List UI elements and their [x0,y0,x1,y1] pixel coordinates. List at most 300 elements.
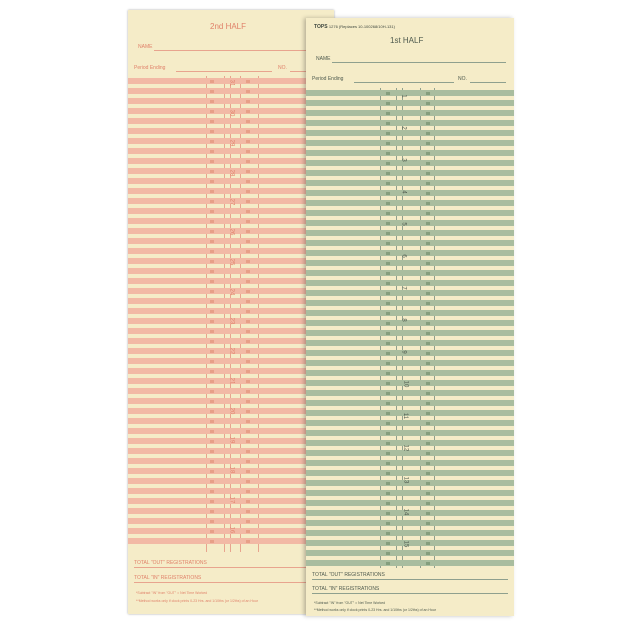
punch-mark [210,290,214,293]
time-row [306,340,514,346]
punch-mark [426,492,430,495]
punch-mark [386,382,390,385]
punch-mark [426,392,430,395]
punch-mark [210,190,214,193]
punch-mark [246,280,250,283]
punch-mark [386,412,390,415]
punch-mark [210,380,214,383]
punch-mark [210,510,214,513]
punch-mark [210,90,214,93]
punch-mark [246,480,250,483]
punch-mark [386,472,390,475]
time-row [128,238,334,244]
time-row [128,148,334,154]
punch-mark [246,270,250,273]
punch-mark [210,110,214,113]
brand-detail: 1276 (Replaces 10-100268/10H-131) [328,24,395,29]
punch-mark [426,332,430,335]
punch-mark [210,180,214,183]
punch-mark [246,180,250,183]
punch-mark [386,522,390,525]
day-number: 6 [400,254,407,258]
punch-mark [426,152,430,155]
punch-mark [426,362,430,365]
day-number: 12 [402,444,409,452]
punch-mark [386,432,390,435]
punch-mark [426,522,430,525]
punch-grid [128,76,334,552]
time-row [306,480,514,486]
punch-mark [426,532,430,535]
punch-mark [426,142,430,145]
day-number: 1 [400,94,407,98]
time-row [306,240,514,246]
punch-mark [386,272,390,275]
punch-mark [426,442,430,445]
punch-mark [426,472,430,475]
punch-mark [386,482,390,485]
time-row [306,380,514,386]
time-row [306,290,514,296]
punch-mark [386,362,390,365]
punch-mark [426,212,430,215]
punch-mark [210,270,214,273]
punch-mark [246,360,250,363]
punch-mark [386,252,390,255]
day-number: 25 [228,258,235,266]
punch-mark [386,132,390,135]
punch-mark [426,512,430,515]
time-row [306,190,514,196]
punch-mark [386,152,390,155]
day-number: 11 [402,412,409,419]
total-out-label: TOTAL "OUT" REGISTRATIONS [312,572,385,578]
punch-mark [386,502,390,505]
punch-mark [246,200,250,203]
total-out-line [134,567,330,568]
punch-mark [246,240,250,243]
time-row [128,308,334,314]
time-row [128,418,334,424]
time-row [128,268,334,274]
time-row [128,428,334,434]
time-row [128,448,334,454]
time-row [128,158,334,164]
time-row [128,478,334,484]
punch-mark [386,192,390,195]
time-row [128,518,334,524]
punch-mark [386,142,390,145]
punch-mark [210,530,214,533]
day-number: 23 [228,318,235,325]
punch-mark [210,150,214,153]
time-row [306,470,514,476]
punch-mark [426,162,430,165]
punch-mark [210,420,214,423]
punch-grid [306,88,514,568]
time-row [306,540,514,546]
punch-mark [386,232,390,235]
punch-mark [210,350,214,353]
punch-mark [210,440,214,443]
day-number: 2 [400,126,407,130]
day-number: 26 [228,228,235,236]
punch-mark [426,232,430,235]
time-row [128,298,334,304]
punch-mark [246,130,250,133]
time-row [306,180,514,186]
punch-mark [246,80,250,83]
punch-mark [426,282,430,285]
method-note: **Method works only if clock prints 0-23 Hrs. and 1/10ths (or 1/2ths) of an Hour [136,599,258,603]
total-out-line [312,579,508,580]
time-row [306,410,514,416]
punch-mark [210,410,214,413]
day-number: 7 [400,286,407,290]
punch-mark [246,350,250,353]
day-number: 17 [228,496,235,504]
day-number: 22 [228,347,235,355]
time-row [306,430,514,436]
punch-mark [386,342,390,345]
punch-mark [426,92,430,95]
punch-mark [210,370,214,373]
time-row [128,368,334,374]
punch-mark [426,112,430,115]
time-row [306,200,514,206]
punch-mark [210,260,214,263]
punch-mark [426,462,430,465]
time-row [128,398,334,404]
punch-mark [426,502,430,505]
punch-mark [210,80,214,83]
punch-mark [210,130,214,133]
punch-mark [210,240,214,243]
punch-mark [426,312,430,315]
day-number: 4 [400,190,407,194]
time-row [128,358,334,364]
punch-mark [210,200,214,203]
time-row [306,350,514,356]
punch-mark [210,450,214,453]
punch-mark [210,210,214,213]
punch-mark [246,490,250,493]
time-row [306,220,514,226]
time-row [306,560,514,566]
punch-mark [386,162,390,165]
punch-mark [210,310,214,313]
punch-mark [426,102,430,105]
punch-mark [210,430,214,433]
punch-mark [386,452,390,455]
time-row [306,210,514,216]
total-in-label: TOTAL "IN" REGISTRATIONS [134,575,202,581]
total-in-line [312,593,508,594]
punch-mark [246,150,250,153]
time-row [128,98,334,104]
day-number: 29 [228,139,235,147]
punch-mark [210,480,214,483]
day-number: 28 [228,169,235,177]
punch-mark [246,410,250,413]
time-row [128,128,334,134]
time-row [306,140,514,146]
punch-mark [246,260,250,263]
time-row [306,500,514,506]
punch-mark [246,120,250,123]
punch-mark [246,470,250,473]
punch-mark [426,132,430,135]
time-row [128,118,334,124]
punch-mark [246,380,250,383]
name-label: NAME [316,56,331,62]
punch-mark [246,210,250,213]
day-number: 27 [228,199,235,206]
punch-mark [386,462,390,465]
punch-mark [386,422,390,425]
punch-mark [246,310,250,313]
total-in-label: TOTAL "IN" REGISTRATIONS [312,586,380,592]
punch-mark [246,420,250,423]
punch-mark [426,242,430,245]
time-row [306,300,514,306]
time-row [306,110,514,116]
time-row [306,520,514,526]
punch-mark [386,292,390,295]
punch-mark [210,120,214,123]
punch-mark [426,562,430,565]
punch-mark [426,552,430,555]
time-row [306,280,514,286]
punch-mark [386,352,390,355]
punch-mark [246,300,250,303]
punch-mark [246,320,250,323]
time-row [128,388,334,394]
punch-mark [426,202,430,205]
punch-mark [246,500,250,503]
punch-mark [386,322,390,325]
punch-mark [210,300,214,303]
punch-mark [426,542,430,545]
time-row [306,160,514,166]
punch-mark [246,330,250,333]
punch-mark [386,112,390,115]
punch-mark [386,302,390,305]
day-number: 21 [228,377,235,385]
time-row [306,150,514,156]
time-row [306,360,514,366]
time-row [128,278,334,284]
time-card-1st-half [306,18,514,616]
day-number: 16 [228,526,235,534]
punch-mark [386,122,390,125]
day-number: 3 [400,158,407,162]
total-in-line [134,582,330,583]
punch-mark [426,302,430,305]
punch-mark [246,230,250,233]
punch-mark [210,360,214,363]
punch-mark [386,102,390,105]
punch-mark [386,512,390,515]
punch-mark [210,540,214,543]
time-row [306,550,514,556]
punch-mark [386,202,390,205]
time-row [306,490,514,496]
punch-mark [386,172,390,175]
punch-mark [246,250,250,253]
period-ending-label: Period Ending [134,65,166,71]
time-row [128,508,334,514]
punch-mark [246,430,250,433]
punch-mark [210,490,214,493]
punch-mark [386,282,390,285]
day-number: 13 [402,476,409,484]
name-line [332,62,506,63]
punch-mark [210,230,214,233]
day-number: 15 [402,540,409,548]
punch-mark [426,432,430,435]
name-label: NAME [138,44,153,50]
punch-mark [426,402,430,405]
time-row [306,320,514,326]
punch-mark [426,252,430,255]
punch-mark [246,530,250,533]
time-row [306,310,514,316]
punch-mark [246,220,250,223]
period-ending-line [354,82,454,83]
punch-mark [210,340,214,343]
day-number: 19 [228,437,235,444]
time-card-2nd-half [128,10,334,614]
punch-mark [426,222,430,225]
time-row [306,170,514,176]
punch-mark [246,400,250,403]
card-title: 2nd HALF [210,22,247,31]
time-row [128,208,334,214]
time-row [306,450,514,456]
period-ending-label: Period Ending [312,76,344,82]
number-line [470,82,506,83]
punch-mark [386,562,390,565]
punch-mark [386,182,390,185]
day-number: 8 [400,318,407,322]
time-row [128,328,334,334]
punch-mark [210,520,214,523]
time-row [306,400,514,406]
punch-mark [426,122,430,125]
time-row [306,260,514,266]
punch-mark [210,460,214,463]
time-row [306,330,514,336]
time-row [128,538,334,544]
punch-mark [386,312,390,315]
punch-mark [386,212,390,215]
day-number: 9 [400,350,407,354]
brand-name: TOPS [314,24,328,30]
punch-mark [426,422,430,425]
punch-mark [386,222,390,225]
time-row [306,530,514,536]
punch-mark [246,100,250,103]
day-number: 14 [402,508,409,516]
day-number: 24 [228,288,235,296]
punch-mark [210,220,214,223]
punch-mark [246,370,250,373]
punch-mark [386,402,390,405]
punch-mark [426,452,430,455]
punch-mark [246,540,250,543]
punch-mark [210,470,214,473]
time-row [306,270,514,276]
time-row [306,250,514,256]
day-number: 20 [228,407,235,415]
time-row [306,230,514,236]
punch-mark [386,552,390,555]
time-row [306,370,514,376]
time-row [306,130,514,136]
punch-mark [426,342,430,345]
punch-mark [210,170,214,173]
time-row [128,488,334,494]
punch-mark [386,242,390,245]
punch-mark [386,492,390,495]
day-number: 30 [228,109,235,117]
punch-mark [210,320,214,323]
punch-mark [210,100,214,103]
time-row [128,188,334,194]
day-number: 31 [228,80,235,87]
time-row [128,88,334,94]
time-row [306,440,514,446]
punch-mark [246,450,250,453]
punch-mark [386,542,390,545]
name-line [154,50,330,51]
punch-mark [386,332,390,335]
time-row [128,458,334,464]
time-row [306,510,514,516]
punch-mark [386,262,390,265]
punch-mark [246,340,250,343]
day-number: 18 [228,466,235,474]
total-out-label: TOTAL "OUT" REGISTRATIONS [134,560,207,566]
punch-mark [386,442,390,445]
punch-mark [210,160,214,163]
time-row [306,460,514,466]
punch-mark [246,140,250,143]
punch-mark [210,250,214,253]
punch-mark [426,272,430,275]
punch-mark [210,390,214,393]
punch-mark [246,520,250,523]
punch-mark [246,460,250,463]
punch-mark [246,170,250,173]
punch-mark [210,140,214,143]
punch-mark [386,392,390,395]
time-row [306,100,514,106]
punch-mark [386,532,390,535]
time-row [128,218,334,224]
number-label: NO. [458,76,467,82]
punch-mark [246,110,250,113]
time-row [306,120,514,126]
punch-mark [246,390,250,393]
time-row [306,420,514,426]
punch-mark [210,330,214,333]
punch-mark [426,292,430,295]
method-note: **Method works only if clock prints 0-23 Hrs. and 1/10ths (or 1/2ths) of an Hour [314,608,436,612]
time-row [306,90,514,96]
day-number: 10 [402,380,409,388]
